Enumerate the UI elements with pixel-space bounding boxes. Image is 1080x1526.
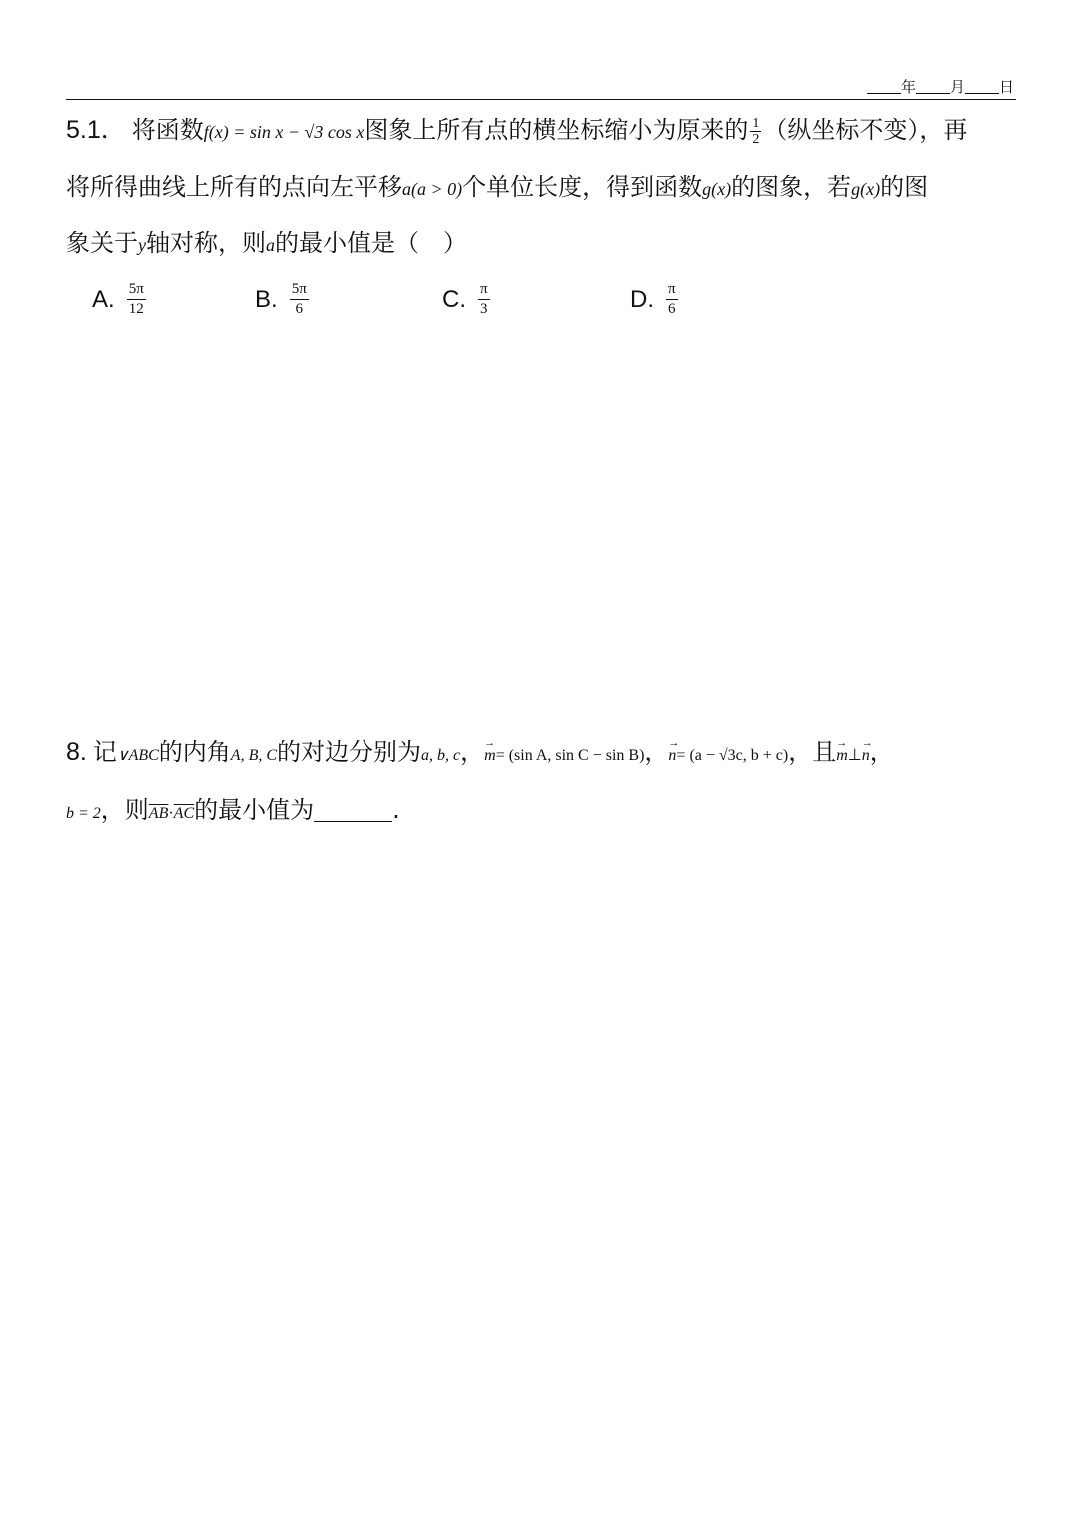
q8-text: 的内角: [158, 738, 231, 766]
ab-vector: $\overline{AB}$: [148, 805, 169, 822]
n-vector: n →: [862, 739, 870, 773]
half-denominator: 2: [752, 131, 760, 147]
n-expression: = (a − √3c, b + c): [676, 747, 789, 764]
q5-line-2: [66, 170, 928, 206]
option-numerator: 5π: [127, 280, 146, 300]
option-fraction: [666, 280, 678, 319]
option-denominator: 3: [480, 301, 488, 317]
option-fraction: [127, 280, 146, 319]
q5-a: a: [266, 235, 275, 255]
option-numerator: 5π: [290, 280, 309, 300]
q5-text: 的图象，若: [731, 173, 852, 201]
m-vector: m →: [836, 739, 848, 773]
q5-text: 将函数: [131, 116, 204, 144]
half-numerator: 1: [752, 115, 760, 131]
q5-text: 图象上所有点的横坐标缩小为原来的: [364, 116, 749, 144]
q5-text: （纵坐标不变），再: [763, 116, 968, 144]
q5-text: 个单位长度，得到函数: [462, 173, 703, 201]
q5-g: g(x): [851, 179, 881, 199]
day-label: 日: [998, 78, 1014, 96]
year-blank[interactable]: [867, 79, 901, 94]
half-fraction: [750, 116, 761, 147]
q5-line-1: [66, 113, 967, 149]
b-equation: b = 2: [66, 805, 101, 822]
option-a[interactable]: [92, 280, 148, 319]
option-letter: A.: [92, 285, 115, 313]
q8-text: ，: [644, 738, 669, 766]
month-blank[interactable]: [916, 79, 950, 94]
q5-line-3: [66, 226, 467, 262]
q8-text: ，: [869, 738, 894, 766]
q5-y: y: [138, 235, 146, 255]
q8-text: ，且: [788, 738, 837, 766]
perp-symbol: ⊥: [847, 747, 862, 764]
q5-text: 将所得曲线上所有的点向左平移: [66, 173, 402, 201]
q8-text: 的最小值为: [194, 796, 315, 824]
day-blank[interactable]: [965, 79, 999, 94]
q5-text: 的图: [880, 173, 929, 201]
q8-sides: a, b, c: [421, 747, 461, 764]
q8-period: .: [392, 796, 400, 824]
q8-text: ，: [460, 738, 485, 766]
q8-number: 8.: [66, 738, 87, 766]
option-letter: B.: [255, 285, 278, 313]
ac-vector: $\overline{AC}$: [173, 805, 195, 822]
dot-operator: ·: [168, 805, 174, 822]
option-letter: D.: [630, 285, 654, 313]
q5-text: 的最小值是（ ）: [275, 229, 467, 257]
option-denominator: 6: [295, 301, 303, 317]
q8-triangle: ∨ABC: [116, 747, 159, 764]
q5-shift: a(a > 0): [402, 179, 463, 199]
n-vector: n →: [668, 739, 676, 773]
option-denominator: 6: [668, 301, 676, 317]
q8-line-2: [66, 793, 400, 831]
q8-angles: A, B, C: [230, 747, 278, 764]
q5-number: 5.1．: [66, 116, 126, 144]
option-denominator: 12: [128, 301, 144, 317]
option-numerator: π: [478, 280, 490, 300]
year-label: 年: [900, 78, 916, 96]
q5-function-f: f(x) = sin x − √3 cos x: [203, 122, 365, 142]
m-expression: = (sin A, sin C − sin B): [495, 747, 645, 764]
q5-text: 象关于: [66, 229, 138, 257]
q8-text: 记: [92, 738, 117, 766]
m-vector: m →: [484, 739, 496, 773]
option-letter: C.: [442, 285, 466, 313]
option-b[interactable]: [255, 280, 311, 319]
date-line: [867, 76, 1014, 97]
q8-text: ，则: [100, 796, 149, 824]
q8-line-1: [66, 735, 894, 773]
q5-text: 轴对称，则: [146, 229, 266, 257]
q5-g: g(x): [702, 179, 732, 199]
header-rule: [66, 99, 1016, 100]
option-numerator: π: [666, 280, 678, 300]
option-fraction: [290, 280, 309, 319]
month-label: 月: [949, 78, 965, 96]
answer-blank[interactable]: [314, 799, 392, 822]
option-c[interactable]: [442, 280, 492, 319]
option-fraction: [478, 280, 490, 319]
option-d[interactable]: [630, 280, 680, 319]
q8-text: 的对边分别为: [277, 738, 422, 766]
